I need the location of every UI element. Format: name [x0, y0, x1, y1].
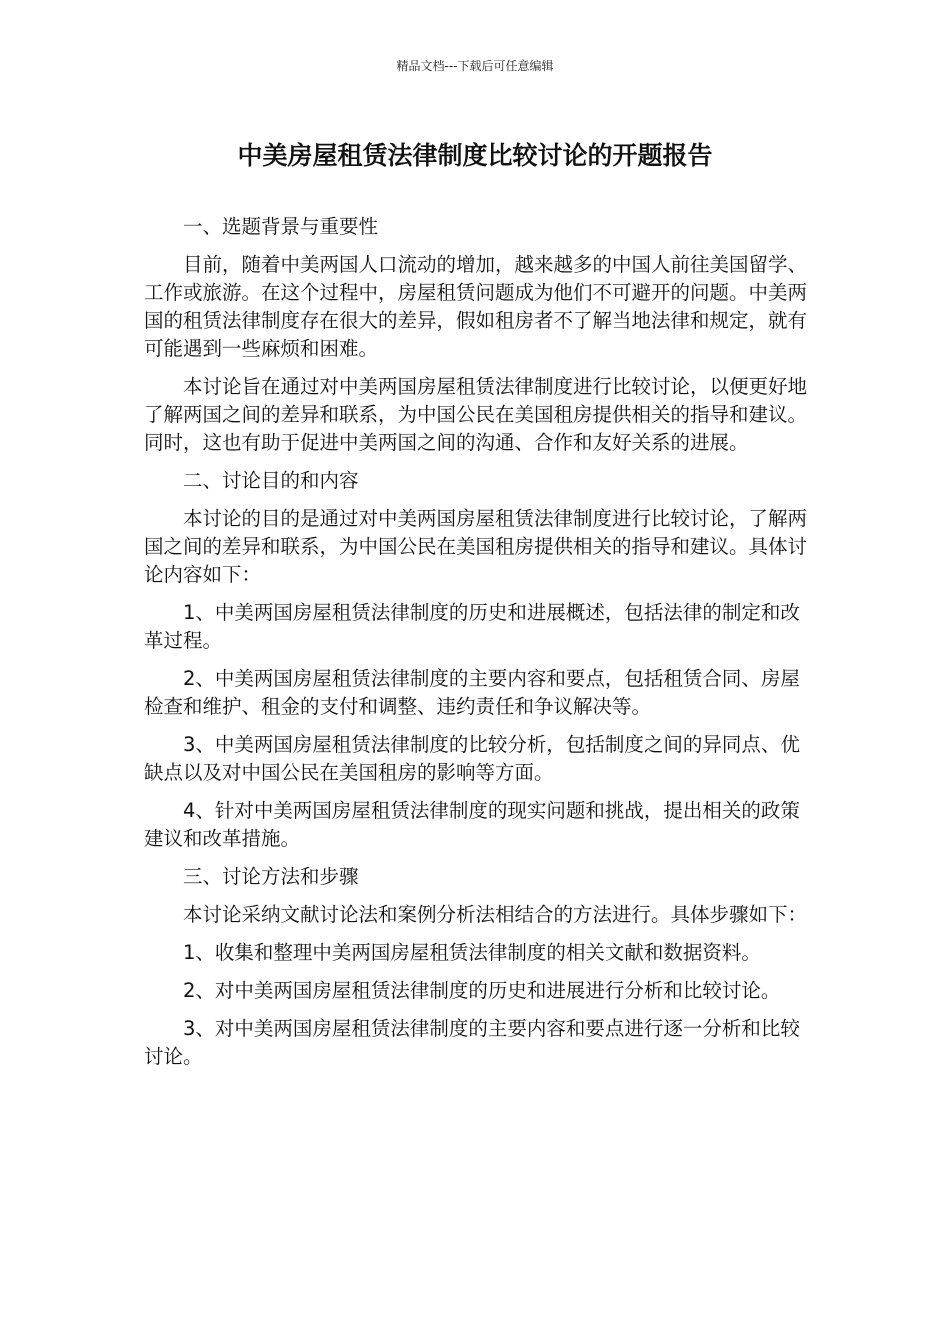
page-header: 精品文档---下载后可任意编辑 [396, 59, 554, 73]
list-item: 2、对中美两国房屋租赁法律制度的历史和进展进行分析和比较讨论。 [183, 979, 781, 1002]
list-item: 2、中美两国房屋租赁法律制度的主要内容和要点，包括租赁合同、房屋检查和维护、租金的支付和调整、违约责任和争议解决等。 [144, 667, 800, 718]
list-item: 1、收集和整理中美两国房屋租赁法律制度的相关文献和数据资料。 [183, 941, 761, 964]
document-body [144, 213, 812, 1081]
document-title: 中美房屋租赁法律制度比较讨论的开题报告 [237, 141, 713, 170]
paragraph: 目前，随着中美两国人口流动的增加，越来越多的中国人前往美国留学、工作或旅游。在这个过程中，房屋租赁问题成为他们不可避开的问题。中美两国的租赁法律制度存在很大的差异，假如租房者不了解当地法律和规定，就有可能遇到一些麻烦和困难。 [144, 253, 808, 360]
section-heading-2: 二、讨论目的和内容 [183, 469, 359, 492]
section-heading-1: 一、选题背景与重要性 [183, 215, 379, 238]
list-item: 3、中美两国房屋租赁法律制度的比较分析，包括制度之间的异同点、优缺点以及对中国公民在美国租房的影响等方面。 [144, 733, 800, 784]
paragraph: 本讨论的目的是通过对中美两国房屋租赁法律制度进行比较讨论，了解两国之间的差异和联系，为中国公民在美国租房提供相关的指导和建议。具体讨论内容如下： [144, 507, 808, 586]
list-item: 3、对中美两国房屋租赁法律制度的主要内容和要点进行逐一分析和比较讨论。 [144, 1017, 800, 1068]
section-heading-3: 三、讨论方法和步骤 [183, 865, 359, 888]
list-item: 4、针对中美两国房屋租赁法律制度的现实问题和挑战，提出相关的政策建议和改革措施。 [144, 799, 800, 850]
paragraph: 本讨论采纳文献讨论法和案例分析法相结合的方法进行。具体步骤如下： [183, 903, 808, 926]
paragraph: 本讨论旨在通过对中美两国房屋租赁法律制度进行比较讨论，以便更好地了解两国之间的差异和联系，为中国公民在美国租房提供相关的指导和建议。同时，这也有助于促进中美两国之间的沟通、合作和友好关系的进展。 [144, 375, 808, 454]
list-item: 1、中美两国房屋租赁法律制度的历史和进展概述，包括法律的制定和改革过程。 [144, 601, 800, 652]
